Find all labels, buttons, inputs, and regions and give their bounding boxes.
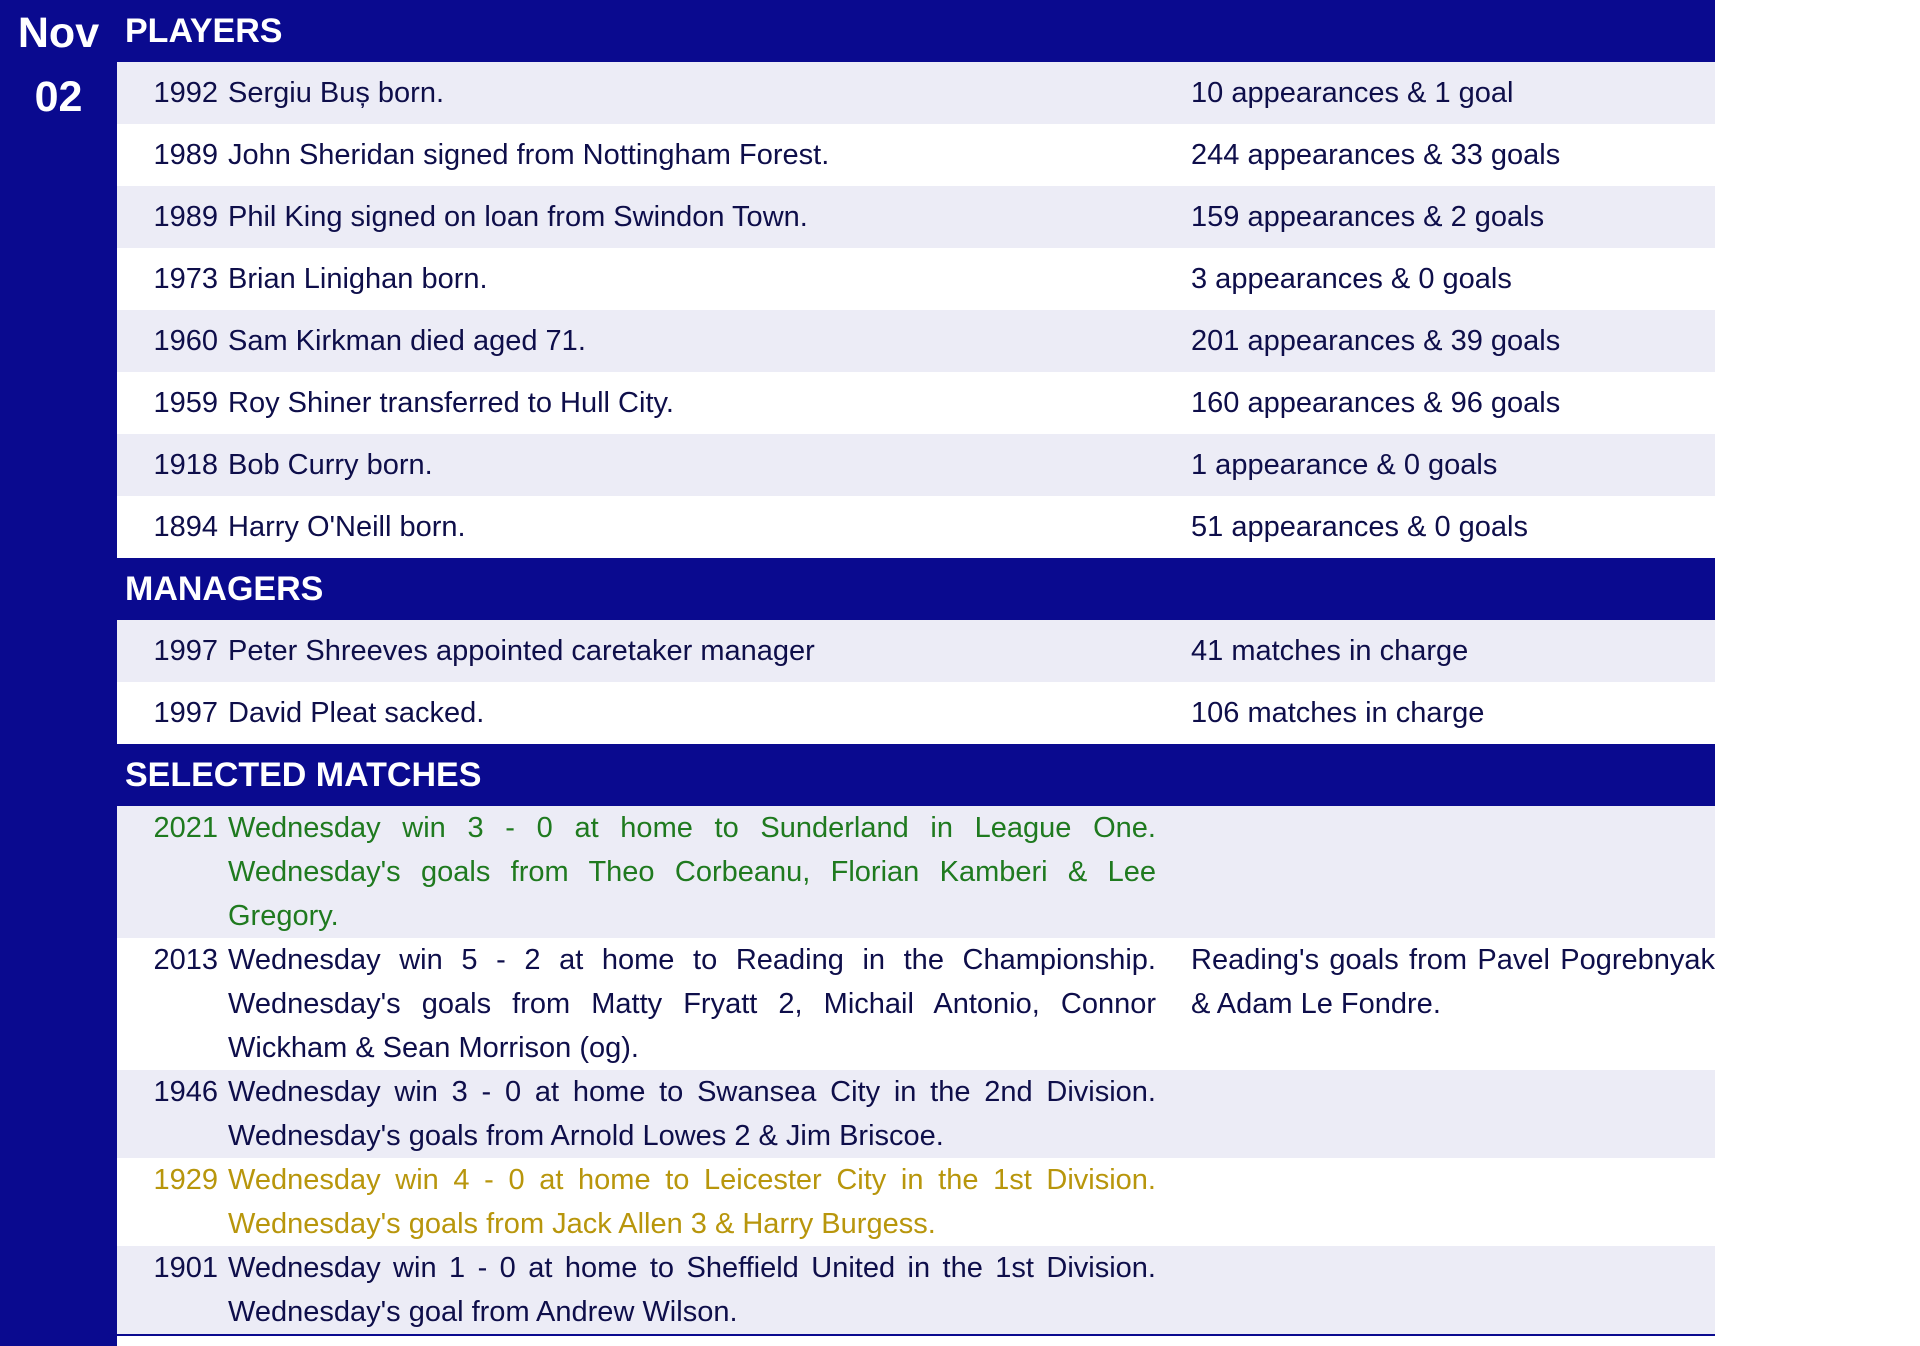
row-stat: 160 appearances & 96 goals	[1191, 387, 1561, 419]
row-year: 2013	[153, 944, 218, 976]
player-row	[117, 496, 1715, 558]
match-row	[117, 1070, 1715, 1158]
row-year: 1959	[153, 387, 218, 419]
row-stat: 10 appearances & 1 goal	[1191, 77, 1514, 109]
row-year: 1929	[153, 1164, 218, 1196]
player-row	[117, 372, 1715, 434]
row-text: Wednesday win 4 - 0 at home to Leicester City in the 1st Division. Wednesday's goals from Jack Allen 3 & Harry Burgess.	[228, 1164, 1156, 1240]
bottom-divider	[117, 1334, 1715, 1336]
row-text: David Pleat sacked.	[228, 697, 485, 729]
row-year: 1946	[153, 1076, 218, 1108]
player-row	[117, 248, 1715, 310]
row-year: 1894	[153, 511, 218, 543]
row-stat: 244 appearances & 33 goals	[1191, 139, 1561, 171]
row-stat: Reading's goals from Pavel Pogrebnyak & Adam Le Fondre.	[1191, 944, 1715, 1020]
row-stat	[1191, 1070, 1715, 1158]
row-year: 1992	[153, 77, 218, 109]
row-year: 1989	[153, 201, 218, 233]
managers-header: MANAGERS	[117, 558, 1715, 620]
player-row	[117, 186, 1715, 248]
row-text: Sam Kirkman died aged 71.	[228, 325, 586, 357]
row-year: 1901	[153, 1252, 218, 1284]
row-text: Harry O'Neill born.	[228, 511, 466, 543]
player-row	[117, 310, 1715, 372]
matches-header: SELECTED MATCHES	[117, 744, 1715, 806]
row-text: Bob Curry born.	[228, 449, 433, 481]
row-text: Phil King signed on loan from Swindon Town.	[228, 201, 808, 233]
date-month: Nov	[17, 9, 100, 57]
row-year: 1989	[153, 139, 218, 171]
row-year: 1997	[153, 697, 218, 729]
match-row	[117, 806, 1715, 938]
row-text: Roy Shiner transferred to Hull City.	[228, 387, 674, 419]
match-row	[117, 938, 1715, 1070]
row-text: John Sheridan signed from Nottingham Forest.	[228, 139, 830, 171]
match-row	[117, 1246, 1715, 1334]
row-year: 1960	[153, 325, 218, 357]
row-text: Wednesday win 3 - 0 at home to Sunderland in League One. Wednesday's goals from Theo Corbeanu, Florian Kamberi & Lee Gregory.	[228, 812, 1156, 932]
row-stat	[1191, 1158, 1715, 1246]
manager-row	[117, 620, 1715, 682]
row-stat	[1191, 806, 1715, 938]
row-year: 1997	[153, 635, 218, 667]
row-text: Sergiu Buș born.	[228, 77, 445, 109]
player-row	[117, 124, 1715, 186]
row-text: Brian Linighan born.	[228, 263, 488, 295]
players-header: PLAYERS	[117, 0, 1715, 62]
player-row	[117, 434, 1715, 496]
date-day: 02	[34, 73, 83, 121]
row-year: 1918	[153, 449, 218, 481]
content	[117, 0, 1715, 1346]
row-stat: 159 appearances & 2 goals	[1191, 201, 1545, 233]
row-stat: 3 appearances & 0 goals	[1191, 263, 1512, 295]
row-stat: 106 matches in charge	[1191, 697, 1485, 729]
row-text: Peter Shreeves appointed caretaker manager	[228, 635, 815, 667]
row-text: Wednesday win 5 - 2 at home to Reading in the Championship. Wednesday's goals from Matty Fryatt 2, Michail Antonio, Connor Wickham & Sean Morrison (og).	[228, 944, 1156, 1064]
row-text: Wednesday win 1 - 0 at home to Sheffield United in the 1st Division. Wednesday's goal from Andrew Wilson.	[228, 1252, 1156, 1328]
row-year: 2021	[153, 812, 218, 844]
row-text: Wednesday win 3 - 0 at home to Swansea City in the 2nd Division. Wednesday's goals from Arnold Lowes 2 & Jim Briscoe.	[228, 1076, 1156, 1152]
date-column	[0, 0, 117, 1346]
manager-row	[117, 682, 1715, 744]
row-stat	[1191, 1246, 1715, 1334]
row-stat: 41 matches in charge	[1191, 635, 1469, 667]
row-year: 1973	[153, 263, 218, 295]
match-row	[117, 1158, 1715, 1246]
player-row	[117, 62, 1715, 124]
row-stat: 201 appearances & 39 goals	[1191, 325, 1561, 357]
row-stat: 1 appearance & 0 goals	[1191, 449, 1498, 481]
row-stat: 51 appearances & 0 goals	[1191, 511, 1528, 543]
